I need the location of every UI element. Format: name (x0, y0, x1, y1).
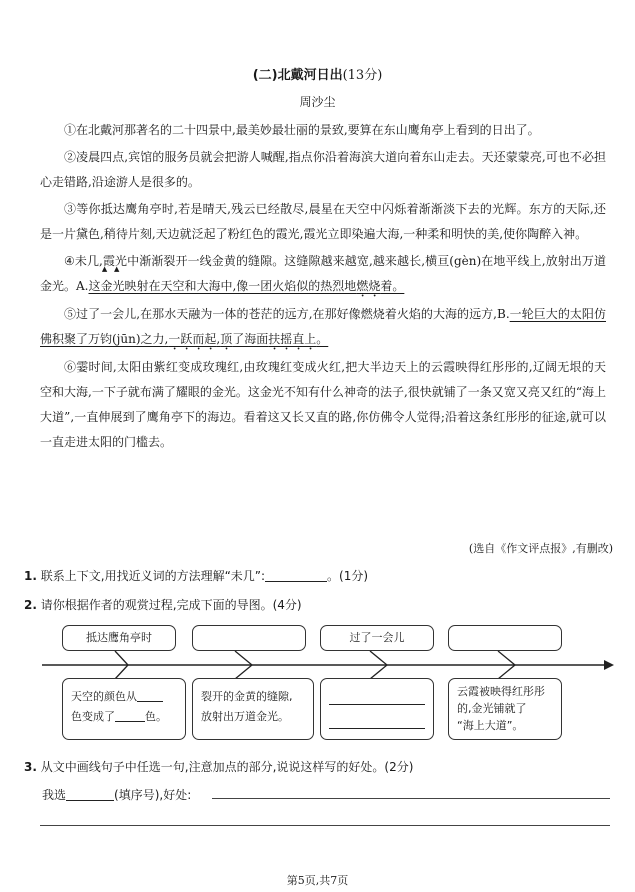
b1-text-b: 色变成了 (71, 710, 115, 723)
map-bottom-box-1 (62, 678, 186, 740)
p4-marked-char-1: ▲ 未 (75, 254, 87, 268)
b1-blank-2[interactable] (115, 708, 145, 722)
q2-number: 2. (24, 598, 37, 612)
map-top-box-4-blank[interactable] (448, 625, 562, 651)
b1-text-c: 色。 (145, 710, 167, 723)
passage (40, 118, 606, 457)
page-footer: 第5页,共7页 (286, 874, 349, 887)
b3-blank-line-2[interactable] (329, 714, 425, 734)
map-top-box-2-blank[interactable] (192, 625, 306, 651)
map-bottom-box-3 (320, 678, 434, 740)
b1-blank-1[interactable] (137, 688, 163, 702)
passage-title (0, 64, 635, 83)
map-top-box-1: 抵达鹰角亭时 (62, 625, 176, 651)
q1-tail: 。(1分) (327, 569, 369, 583)
b4-line-2: 的,金光铺就了 (457, 702, 527, 715)
q3-label-choose: 我选 (42, 788, 67, 802)
p4-end: 着。 (380, 279, 405, 293)
q3-choice-blank[interactable] (66, 787, 114, 801)
b4-line-3: “海上大道”。 (457, 719, 524, 732)
paragraph-2: ②凌晨四点,宾馆的服务员就会把游人喊醒,指点你沿着海滨大道向着东山走去。天还蒙蒙亮,可也不必担心走错路,沿途游人是很多的。 (40, 150, 606, 189)
b3-blank-line-1[interactable] (329, 690, 425, 710)
p4-underlined: 这金光映射在天空和大海中,像一团火焰似的热烈地 (88, 279, 357, 293)
title-score: (13分) (342, 68, 383, 83)
p5-text: ⑤过了一会儿,在那水天融为一体的苍茫的远方,在那好像燃烧着火焰的大海的远方,B. (64, 307, 510, 321)
p5-end: 。 (316, 332, 329, 346)
q1-number: 1. (24, 569, 37, 583)
b4-line-1: 云霞被映得红彤彤 (457, 685, 545, 698)
p5-dotted-1: 一跃而起 (168, 332, 217, 346)
p5-comma: , (216, 332, 221, 346)
paragraph-6: ⑥霎时间,太阳由紫红变成玫瑰红,由玫瑰红变成火红,把大半边天上的云霞映得红彤彤的,辽阔无垠的天空和大海,一下子就布满了耀眼的金光。这金光不知有什么神奇的法子,很快就铺了一条又宽又亮又红的“海上大道”,一直伸展到了鹰角亭下的海边。看着这又长又直的路,你仿佛令人觉得;沿着这条红彤彤的征途,就可以一直走进太阳的门槛去。 (40, 360, 606, 449)
b1-line-2 (71, 707, 177, 727)
map-bottom-box-4 (448, 678, 562, 740)
connector-1 (115, 651, 128, 679)
q3-text: 从文中画线句子中任选一句,注意加点的部分,说说这样写的好处。(2分) (40, 760, 414, 774)
b2-line-2: 放射出万道金光。 (201, 710, 289, 723)
q3-answer-line-1[interactable] (212, 798, 610, 799)
b2-line-1: 裂开的金黄的缝隙, (201, 690, 293, 703)
q1-text: 联系上下文,用找近义词的方法理解“未几”: (40, 569, 266, 583)
p4-number: ④ (64, 254, 75, 268)
q3-answer-line-2[interactable] (40, 825, 610, 826)
author: 周沙尘 (299, 95, 336, 109)
q1-answer-blank[interactable] (265, 569, 327, 582)
q3-number: 3. (24, 760, 37, 774)
paragraph-3: ③等你抵达鹰角亭时,若是晴天,残云已经散尽,晨星在天空中闪烁着渐渐淡下去的光辉。东方的天际,还是一片黛色,稍待片刻,天边就泛起了粉红色的霞光,霞光立即染遍大海,一种柔和明快的美,使你陶醉入神。 (40, 202, 606, 241)
question-1 (24, 567, 368, 584)
underlined-sentence-a (88, 279, 404, 293)
timeline-arrowhead (604, 660, 614, 670)
paragraph-4 (40, 249, 606, 300)
p4-marked-char-2: ▲ 几 (87, 254, 99, 268)
paragraph-1: ①在北戴河那著名的二十四景中,最美妙最壮丽的景致,要算在东山鹰角亭上看到的日出了。 (64, 123, 540, 137)
question-2 (24, 596, 302, 613)
p5-dotted-3: 扶摇直上 (268, 332, 317, 346)
p5-underlined: 一轮巨大的太阳仿佛积聚了万钧(jūn)之力, (40, 307, 606, 346)
p5-dotted-2: 顶 (220, 332, 233, 346)
source-note: (选自《作文评点报》,有删改) (468, 542, 613, 555)
q3-label-benefit: (填序号),好处: (114, 788, 192, 802)
q2-text: 请你根据作者的观赏过程,完成下面的导图。(4分) (40, 598, 302, 612)
b1-text-a: 天空的颜色从 (71, 690, 137, 703)
connector-3 (370, 651, 387, 679)
question-3 (24, 758, 413, 775)
map-top-box-3: 过了一会儿 (320, 625, 434, 651)
p5-mid: 了海面 (232, 332, 269, 346)
p4-text: ,霞光中渐渐裂开一线金黄的缝隙。这缝隙越来越宽,越来越长,横亘(gèn)在地平线上,放射出万道金光。A. (40, 254, 606, 293)
map-bottom-box-2 (192, 678, 314, 740)
b1-line-1 (71, 687, 177, 707)
title-text: (二)北戴河日出 (252, 68, 343, 83)
p4-dotted: 燃烧 (356, 279, 381, 293)
paragraph-5 (40, 302, 606, 353)
q3-answer-row (42, 786, 191, 803)
connector-4 (498, 651, 515, 679)
connector-2 (235, 651, 252, 679)
